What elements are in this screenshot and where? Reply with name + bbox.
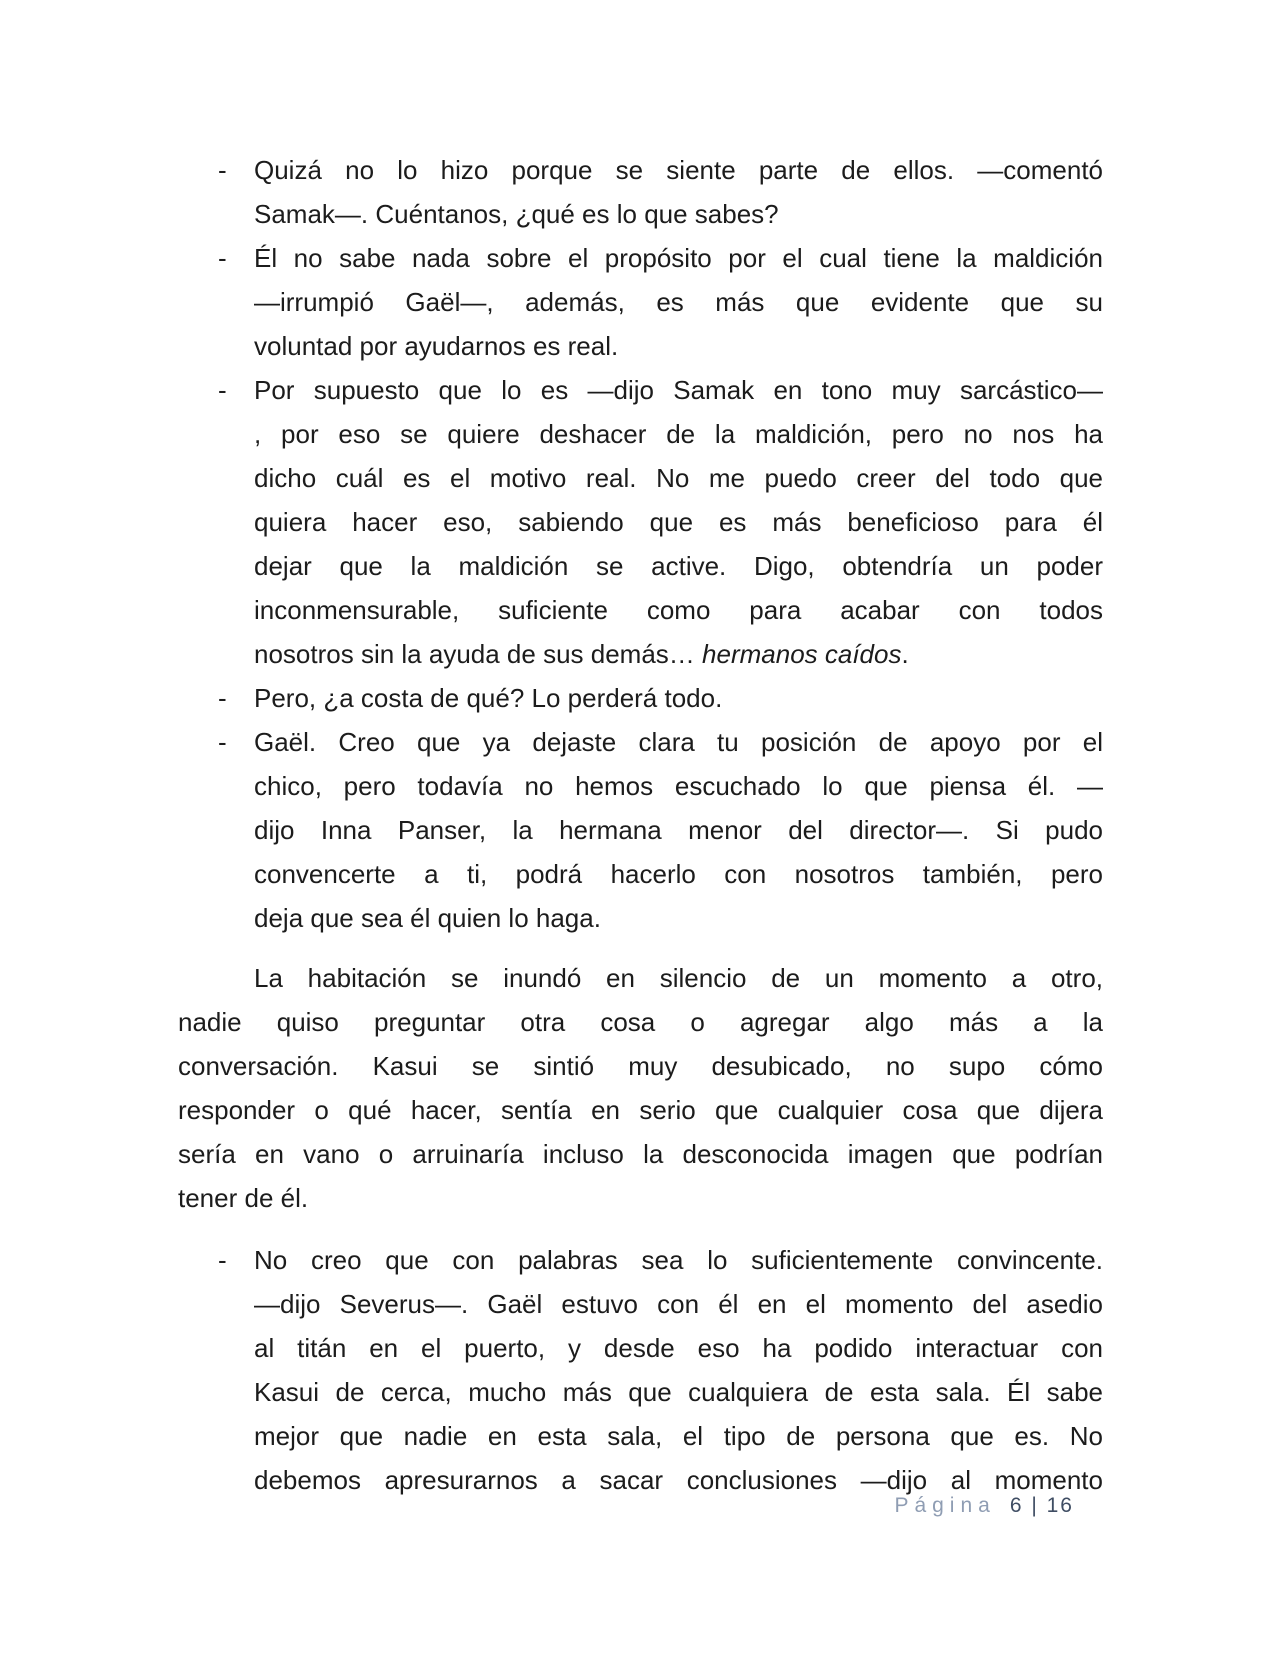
text-segment: deja que sea él quien lo haga. bbox=[254, 903, 601, 933]
footer-page-number: 6 | 16 bbox=[1009, 1494, 1074, 1517]
bullet-marker: - bbox=[218, 243, 227, 273]
text-line bbox=[254, 1414, 1103, 1458]
text-segment: voluntad por ayudarnos es real. bbox=[254, 331, 619, 361]
text-line bbox=[254, 324, 1103, 368]
list-item bbox=[178, 1238, 1103, 1502]
text-segment: conversación. Kasui se sintió muy desubicado, no supo cómo bbox=[178, 1051, 1103, 1081]
text-segment: Por supuesto que lo es —dijo Samak en tono muy sarcástico— bbox=[254, 375, 1103, 405]
list-item bbox=[178, 368, 1103, 676]
text-segment: nosotros sin la ayuda de sus demás… bbox=[254, 639, 703, 669]
text-segment: Quizá no lo hizo porque se siente parte de ellos. —comentó bbox=[254, 155, 1103, 185]
text-segment: —dijo Severus—. Gaël estuvo con él en el momento del asedio bbox=[254, 1289, 1103, 1319]
text-line bbox=[254, 500, 1103, 544]
text-line bbox=[254, 896, 1103, 940]
paragraph bbox=[178, 956, 1103, 1220]
text-line bbox=[254, 412, 1103, 456]
text-segment: sería en vano o arruinaría incluso la desconocida imagen que podrían bbox=[178, 1139, 1103, 1169]
text-segment: Él no sabe nada sobre el propósito por el cual tiene la maldición bbox=[254, 243, 1103, 273]
text-line bbox=[254, 588, 1103, 632]
text-segment: dejar que la maldición se active. Digo, obtendría un poder bbox=[254, 551, 1103, 581]
list-item bbox=[178, 148, 1103, 236]
list-item bbox=[178, 236, 1103, 368]
text-line bbox=[254, 1282, 1103, 1326]
text-segment: No creo que con palabras sea lo suficientemente convincente. bbox=[254, 1245, 1103, 1275]
text-segment: chico, pero todavía no hemos escuchado lo que piensa él. — bbox=[254, 771, 1103, 801]
text-segment: Kasui de cerca, mucho más que cualquiera de esta sala. Él sabe bbox=[254, 1377, 1103, 1407]
text-segment: tener de él. bbox=[178, 1183, 309, 1213]
text-line bbox=[178, 1132, 1103, 1176]
text-segment: responder o qué hacer, sentía en serio que cualquier cosa que dijera bbox=[178, 1095, 1103, 1125]
footer-page-label: Página bbox=[894, 1494, 996, 1517]
text-line bbox=[254, 1326, 1103, 1370]
text-line bbox=[254, 192, 1103, 236]
italic-text: hermanos caídos bbox=[702, 639, 902, 669]
document-body bbox=[178, 148, 1103, 1502]
text-line bbox=[254, 852, 1103, 896]
text-line bbox=[178, 1000, 1103, 1044]
text-line bbox=[254, 632, 1103, 676]
text-line bbox=[254, 456, 1103, 500]
page-footer bbox=[894, 1492, 1074, 1520]
text-line bbox=[178, 956, 1103, 1000]
text-line bbox=[254, 1370, 1103, 1414]
text-segment: dijo Inna Panser, la hermana menor del director—. Si pudo bbox=[254, 815, 1103, 845]
text-segment: Pero, ¿a costa de qué? Lo perderá todo. bbox=[254, 683, 723, 713]
bullet-marker: - bbox=[218, 683, 227, 713]
text-segment: . bbox=[901, 639, 909, 669]
text-line bbox=[254, 544, 1103, 588]
text-line bbox=[254, 808, 1103, 852]
text-segment: La habitación se inundó en silencio de un momento a otro, bbox=[254, 963, 1103, 993]
text-segment: quiera hacer eso, sabiendo que es más beneficioso para él bbox=[254, 507, 1103, 537]
list-item bbox=[178, 676, 1103, 720]
text-line bbox=[254, 1238, 1103, 1282]
text-line bbox=[254, 236, 1103, 280]
text-segment: al titán en el puerto, y desde eso ha podido interactuar con bbox=[254, 1333, 1103, 1363]
text-segment: , por eso se quiere deshacer de la maldición, pero no nos ha bbox=[254, 419, 1103, 449]
text-segment: Gaël. Creo que ya dejaste clara tu posición de apoyo por el bbox=[254, 727, 1103, 757]
text-segment: debemos apresurarnos a sacar conclusiones —dijo al momento bbox=[254, 1465, 1103, 1495]
text-segment: dicho cuál es el motivo real. No me puedo creer del todo que bbox=[254, 463, 1103, 493]
text-line bbox=[254, 368, 1103, 412]
text-line bbox=[254, 148, 1103, 192]
text-segment: —irrumpió Gaël—, además, es más que evidente que su bbox=[254, 287, 1103, 317]
bullet-marker: - bbox=[218, 375, 227, 405]
text-segment: convencerte a ti, podrá hacerlo con nosotros también, pero bbox=[254, 859, 1103, 889]
text-line bbox=[254, 720, 1103, 764]
text-line bbox=[254, 676, 1103, 720]
text-line bbox=[178, 1044, 1103, 1088]
text-segment: Samak—. Cuéntanos, ¿qué es lo que sabes? bbox=[254, 199, 779, 229]
list-item bbox=[178, 720, 1103, 940]
bullet-marker: - bbox=[218, 727, 227, 757]
text-segment: mejor que nadie en esta sala, el tipo de persona que es. No bbox=[254, 1421, 1103, 1451]
text-segment: nadie quiso preguntar otra cosa o agregar algo más a la bbox=[178, 1007, 1103, 1037]
text-line bbox=[178, 1088, 1103, 1132]
text-line bbox=[254, 280, 1103, 324]
text-segment: inconmensurable, suficiente como para acabar con todos bbox=[254, 595, 1103, 625]
bullet-marker: - bbox=[218, 155, 227, 185]
text-line bbox=[178, 1176, 1103, 1220]
text-line bbox=[254, 764, 1103, 808]
bullet-marker: - bbox=[218, 1245, 227, 1275]
